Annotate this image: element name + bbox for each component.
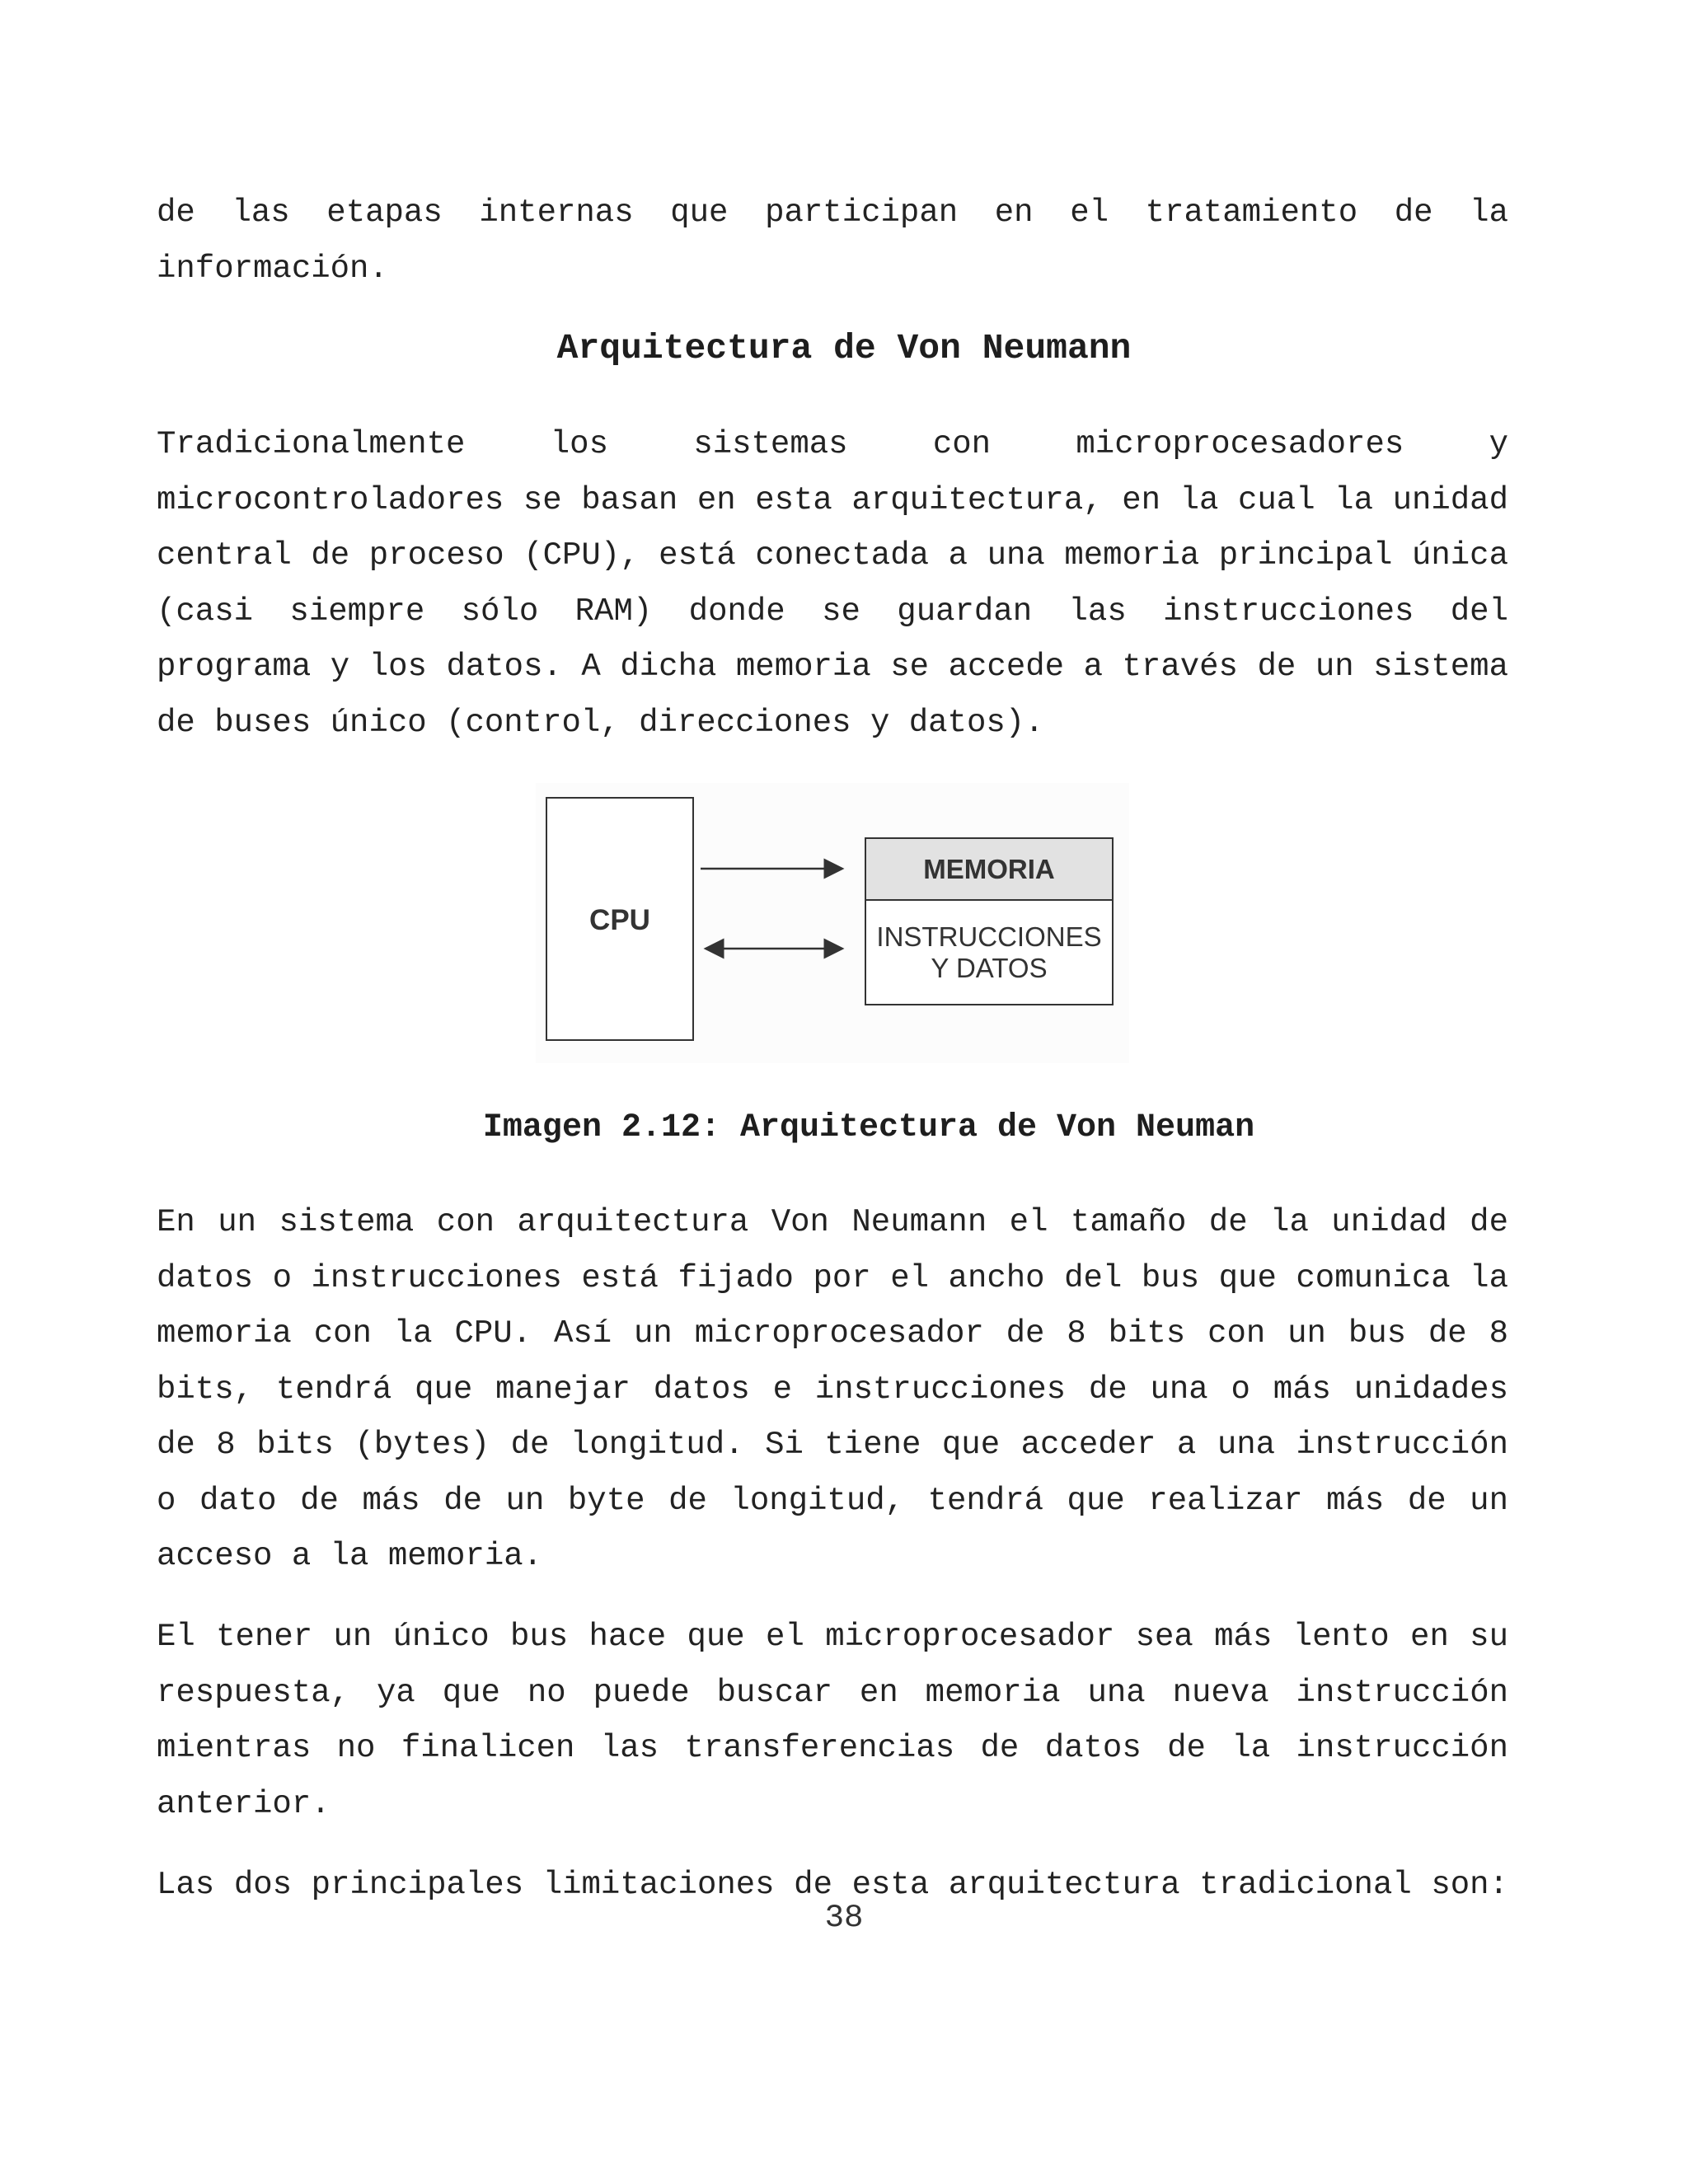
section-title: Arquitectura de Von Neumann: [556, 328, 1132, 368]
paragraph-limitations: Las dos principales limitaciones de esta arquitectura tradicional son:: [157, 1867, 1508, 1903]
paragraph-von-neumann-description: Tradicionalmente los sistemas con microprocesadores y microcontroladores se basan en esta arquitectura, en la cual la unidad central de proceso (CPU), está conectada a una memoria principal única (casi siempre sólo RAM) donde se guardan las instrucciones del programa y los datos. A dicha memoria se accede a través de un sistema de buses único (control, direcciones y datos).: [157, 426, 1508, 741]
paragraph-intro: de las etapas internas que participan en el tratamiento de la información.: [157, 194, 1508, 287]
memory-header: MEMORIA: [866, 839, 1112, 901]
memory-content-line-2: Y DATOS: [931, 952, 1048, 983]
figure-caption: Imagen 2.12: Arquitectura de Von Neuman: [482, 1109, 1255, 1146]
page-number: 38: [824, 1900, 864, 1936]
cpu-label: CPU: [589, 904, 650, 936]
paragraph-bus-width: En un sistema con arquitectura Von Neumann el tamaño de la unidad de datos o instrucciones está fijado por el ancho del bus que comunica la memoria con la CPU. Así un microprocesador de 8 bits con un bus de 8 bits, tendrá que manejar datos e instrucciones de una o más unidades de 8 bits (bytes) de longitud. Si tiene que acceder a una instrucción o dato de más de un byte de longitud, tendrá que realizar más de un acceso a la memoria.: [157, 1204, 1508, 1574]
paragraph-single-bus: El tener un único bus hace que el microprocesador sea más lento en su respuesta, ya que no puede buscar en memoria una nueva instrucción mientras no finalicen las transferencias de datos de la instrucción anterior.: [157, 1619, 1508, 1822]
von-neumann-diagram: [536, 783, 1129, 1063]
memory-block: [865, 837, 1114, 1005]
memory-content: [866, 901, 1112, 1004]
memory-content-line-1: INSTRUCCIONES: [876, 921, 1102, 952]
